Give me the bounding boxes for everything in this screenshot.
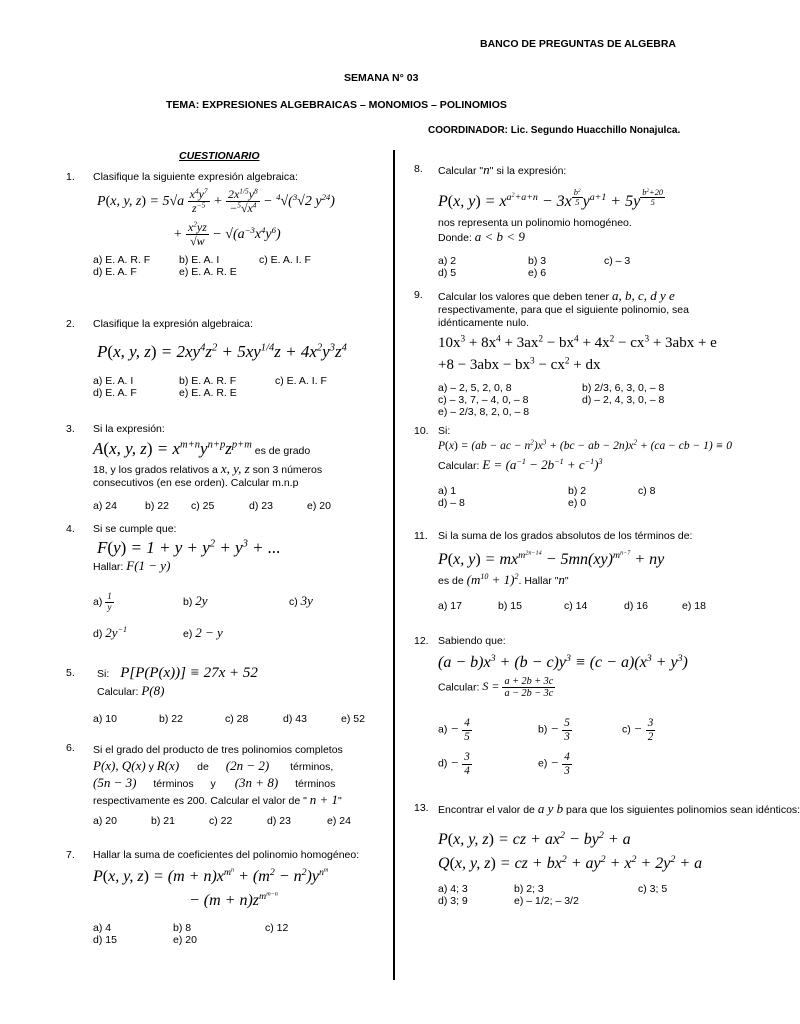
q2-expression: P(x, y, $z) = 2xy^4z^2 + 5xy^{1/4}z + 4x^2y^3z^4$ bbox=[97, 342, 347, 361]
question-3: 3. Si la expresión: A(x, y, $z) = x^{m+n}y^{n+p}z^{p+m}$ es de grado 18, y los grados relativos a x, y, z son 3 números consecutivos (en ese orden). Calcular m.n.p a) 24 b) 22 c) 25 d) 23 e) 20 bbox=[66, 423, 384, 512]
q1-options: a) E. A. R. F b) E. A. I c) E. A. I. F d) E. A. F e) E. A. R. E bbox=[93, 254, 311, 278]
q3-options: a) 24 b) 22 c) 25 d) 23 e) 20 bbox=[93, 500, 331, 512]
question-2: 2. Clasifique la expresión algebraica: P(x, y, $z) = 2xy^4z^2 + 5xy^{1/4}z + 4x^2y^3z^4$ a) E. A. I b) E. A. R. F c) E. A. I. F d) E. A. F e) E. A. R. E bbox=[66, 318, 384, 399]
q12-expression: $(a - b)x^3 + (b - c)y^3 \equiv (c - a)(x^3 + y^3)$ bbox=[438, 653, 688, 671]
q2-options: a) E. A. I b) E. A. R. F c) E. A. I. F d) E. A. F e) E. A. R. E bbox=[93, 375, 327, 399]
bank-title: BANCO DE PREGUNTAS DE ALGEBRA bbox=[480, 38, 677, 50]
question-13: 13. Encontrar el valor de a y b para que los siguientes polinomios sean idénticos: P(x, y, z) = cz + $ax^2 - by^2 + a$ Q(x, y, z) = cz + $bx^2 + ay^2 + x^2 + 2y^2 + a$ a) 4; 3 b) 2; 3 c) 3; 5 d) 3; 9 e) – 1/2; – 3/2 bbox=[414, 801, 800, 907]
q10-options: a) 1 b) 2 c) 8 d) – 8 e) 0 bbox=[438, 485, 656, 509]
q5-options: a) 10 b) 22 c) 28 d) 43 e) 52 bbox=[93, 713, 365, 725]
q5-expression: P[P(P(x))] ≡ 27x + 52 bbox=[120, 665, 258, 681]
question-12: 12. Sabiendo que: $(a - b)x^3 + (b - c)y^3 \equiv (c - a)(x^3 + y^3)$ Calcular: S = $\frac{a + 2b + 3c}{a - 2b - 3c}$ a) − $\frac{4}{5}$ b) − $\frac{5}{3}$ c) − $\frac{3}{2}$ d) − $\frac{3}{4}$ e) − $\frac{4}{3}$ bbox=[414, 635, 754, 779]
section-title: CUESTIONARIO bbox=[179, 150, 260, 162]
q4-options: a) $\frac{1}{y}$ b) 2y c) 3y d) $2y^{-1}$ e) 2 − y bbox=[93, 591, 313, 640]
q8-options: a) 2 b) 3 c) – 3 d) 5 e) 6 bbox=[438, 255, 631, 279]
question-10: 10. Si: P(x) = (ab − ac − $n^2)x^3 + (bc$ − ab − $2n)x^2 + (ca$ − cb − 1) ≡ 0 Calcular: $E = (a^{-1} - 2b^{-1} + c^{-1})^3$ a) 1 b) 2 c) 8 d) – 8 e) 0 bbox=[414, 425, 754, 509]
q13-expression-p: P(x, y, z) = cz + $ax^2 - by^2 + a$ bbox=[438, 830, 631, 848]
q11-options: a) 17 b) 15 c) 14 d) 16 e) 18 bbox=[438, 600, 706, 612]
q6-options: a) 20 b) 21 c) 22 d) 23 e) 24 bbox=[93, 815, 351, 827]
question-9: 9. Calcular los valores que deben tener a, b, c, d y e respectivamente, para que el siguiente polinomio, sea idénticamente nulo. $10x^3 + 8x^4 + 3ax^2 - bx^4 + 4x^2 - cx^3 + 3abx + e$ $+8 - 3abx - bx^3 - cx^2$ + dx a) – 2, 5, 2, 0, 8 b) 2/3, 6, 3, 0, – 8 c) – 3, 7, – 4, 0, – 8 d) – 2, 4, 3, 0, – 8 e) – 2/3, 8, 2, 0, – 8 bbox=[414, 289, 754, 418]
q12-options: a) − $\frac{4}{5}$ b) − $\frac{5}{3}$ c) − $\frac{3}{2}$ d) − $\frac{3}{4}$ e) − $\frac{4}{3}$ bbox=[438, 717, 654, 777]
question-7: 7. Hallar la suma de coeficientes del polinomio homogéneo: P(x, y, $z) = (m + n)x^{m^n} + (m^2 - n^2)y^{n^m}$ − $(m + n)z^{m^{m-n}}$ a) 4 b) 8 c) 12 d) 15 e) 20 bbox=[66, 849, 384, 946]
q7-options: a) 4 b) 8 c) 12 d) 15 e) 20 bbox=[93, 922, 289, 946]
q4-expression: $F(y) = 1 + y + y^2 + y^3$ + ... bbox=[97, 538, 281, 557]
question-8: 8. Calcular "n" si la expresión: P(x, $y) = x^{a^2+a+n} - 3x$ $^{\frac{b^2}{5}}$ $y^{a+1} + 5y$ $^{\frac{b^2+20}{5}}$ nos representa un polinomio homogéneo. Donde: a < b < 9 a) 2 b) 3 c) – 3 d) 5 e) 6 bbox=[414, 163, 754, 279]
q7-expression: P(x, y, $z) = (m + n)x^{m^n} + (m^2 - n^2)y^{n^m}$ bbox=[93, 867, 329, 885]
q11-expression: P(x, $y) = mx^{m^{2n-14}} - 5mn(xy)^{m^{n-7}}$ + ny bbox=[438, 550, 665, 568]
question-5: 5. Si: P[P(P(x))] ≡ 27x + 52 Calcular: P(8) a) 10 b) 22 c) 28 d) 43 e) 52 bbox=[66, 662, 384, 725]
q9-options: a) – 2, 5, 2, 0, 8 b) 2/3, 6, 3, 0, – 8 c) – 3, 7, – 4, 0, – 8 d) – 2, 4, 3, 0, – 8 e) – 2/3, 8, 2, 0, – 8 bbox=[438, 382, 665, 418]
coordinator: COORDINADOR: Lic. Segundo Huacchillo Nonajulca. bbox=[428, 125, 681, 136]
question-11: 11. Si la suma de los grados absolutos de los términos de: P(x, $y) = mx^{m^{2n-14}} - 5mn(xy)^{m^{n-7}}$ + ny es de $(m^{10} + 1)^2$. Hallar "n" a) 17 b) 15 c) 14 d) 16 e) 18 bbox=[414, 530, 754, 612]
q9-expression: $10x^3 + 8x^4 + 3ax^2 - bx^4 + 4x^2 - cx^3 + 3abx + e$ bbox=[438, 334, 717, 351]
question-6: 6. Si el grado del producto de tres polinomios completos P(x), Q(x) y R(x) de (2n − 2) términos, (5n − 3) términos y (3n + 8) términos respectivamente es 200. Calcular el valor de " n + 1" a) 20 b) 21 c) 22 d) 23 e) 24 bbox=[66, 742, 384, 827]
q8-expression: P(x, $y) = x^{a^2+a+n} - 3x$ $^{\frac{b^2}{5}}$ $y^{a+1} + 5y$ $^{\frac{b^2+20}{5}}$ bbox=[438, 187, 664, 210]
q10-expression: P(x) = (ab − ac − $n^2)x^3 + (bc$ − ab − $2n)x^2 + (ca$ − cb − 1) ≡ 0 bbox=[438, 438, 732, 452]
question-1: 1. Clasifique la siguiente expresión algebraica: P(x, y, z) = 5√a $\frac{x^4y^7}{z^{-5}}$ + $\frac{2x^{1/5}y^8}{-^5√x^4}$ − $^4$√($^3$√2 $y^{24}$) + $\frac{x^2yz}{√w}$ − $√(a^{-3}x^4y^6)$ a) E. A. R. F b) E. A. I c) E. A. I. F d) E. A. F e) E. A. R. E bbox=[66, 171, 384, 278]
column-divider bbox=[393, 150, 395, 980]
week-title: SEMANA N° 03 bbox=[344, 72, 419, 84]
theme-title: TEMA: EXPRESIONES ALGEBRAICAS – MONOMIOS – POLINOMIOS bbox=[166, 99, 507, 111]
q1-expression: P(x, y, z) = 5√a $\frac{x^4y^7}{z^{-5}}$ + $\frac{2x^{1/5}y^8}{-^5√x^4}$ − $^4$√($^3$√2 $y^{24}$) bbox=[97, 186, 335, 216]
q3-expression: A(x, y, $z) = x^{m+n}y^{n+p}z^{p+m}$ bbox=[93, 439, 252, 458]
q13-expression-q: Q(x, y, z) = cz + $bx^2 + ay^2 + x^2 + 2y^2 + a$ bbox=[438, 854, 703, 872]
q13-options: a) 4; 3 b) 2; 3 c) 3; 5 d) 3; 9 e) – 1/2; – 3/2 bbox=[438, 883, 668, 907]
question-4: 4. Si se cumple que: $F(y) = 1 + y + y^2 + y^3$ + ... Hallar: F(1 − y) a) $\frac{1}{y}$ b) 2y c) 3y d) $2y^{-1}$ e) 2 − y bbox=[66, 523, 384, 646]
